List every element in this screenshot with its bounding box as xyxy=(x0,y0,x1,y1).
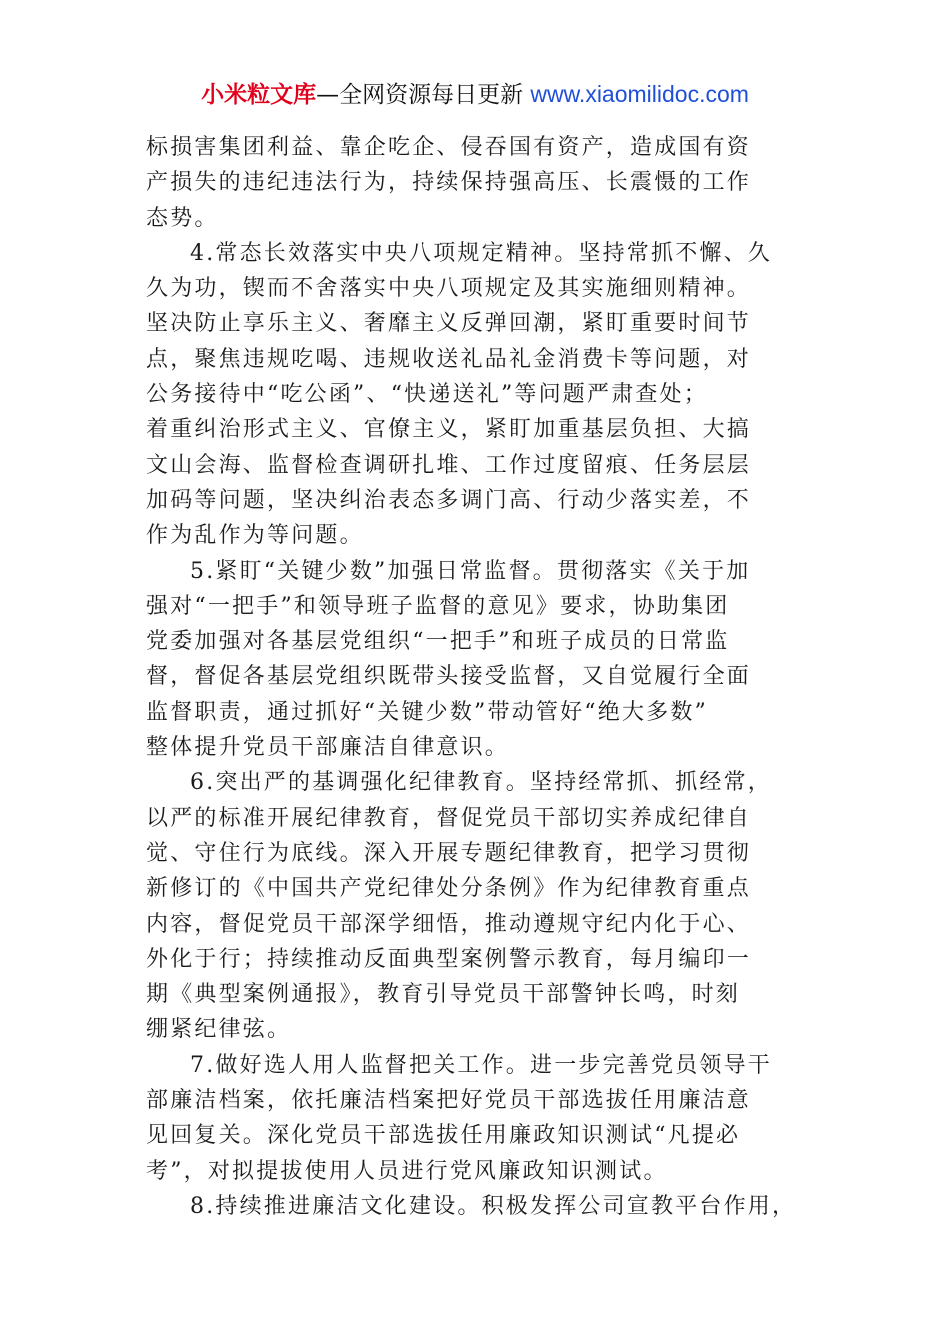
paragraph-heading-6: 6.突出严的基调强化纪律教育。坚持经常抓、抓经常， xyxy=(190,770,772,796)
text-line: 绷紧纪律弦。 xyxy=(146,1017,292,1043)
paragraph-heading-4: 4.常态长效落实中央八项规定精神。坚持常抓不懈、久 xyxy=(190,240,772,266)
text-line: 公务接待中“吃公函”、“快递送礼”等问题严肃查处； xyxy=(146,382,708,408)
text-line: 外化于行；持续推动反面典型案例警示教育，每月编印一 xyxy=(146,946,752,972)
text-line: 整体提升党员干部廉洁自律意识。 xyxy=(146,735,510,761)
watermark-header xyxy=(0,78,950,111)
brand-name: 小米粒文库 xyxy=(201,82,317,108)
text-line: 态势。 xyxy=(146,205,219,231)
text-line: 部廉洁档案，依托廉洁档案把好党员干部选拔任用廉洁意 xyxy=(146,1088,752,1114)
site-url[interactable]: www.xiaomilidoc.com xyxy=(530,81,749,107)
brand-slogan: —全网资源每日更新 xyxy=(316,82,524,108)
text-line: 内容，督促党员干部深学细悟，推动遵规守纪内化于心、 xyxy=(146,911,752,937)
text-line: 考”，对拟提拔使用人员进行党风廉政知识测试。 xyxy=(146,1158,668,1184)
text-line: 见回复关。深化党员干部选拔任用廉政知识测试“凡提必 xyxy=(146,1123,741,1149)
text-line: 期《典型案例通报》，教育引导党员干部警钟长鸣，时刻 xyxy=(146,982,741,1008)
text-line: 文山会海、监督检查调研扎堆、工作过度留痕、任务层层 xyxy=(146,452,752,478)
text-line: 以严的标准开展纪律教育，督促党员干部切实养成纪律自 xyxy=(146,805,752,831)
text-line: 监督职责，通过抓好“关键少数”带动管好“绝大多数” xyxy=(146,699,708,725)
text-line: 督，督促各基层党组织既带头接受监督，又自觉履行全面 xyxy=(146,664,752,690)
text-line: 点，聚焦违规吃喝、违规收送礼品礼金消费卡等问题，对 xyxy=(146,346,752,372)
text-line: 强对“一把手”和领导班子监督的意见》要求，协助集团 xyxy=(146,593,730,619)
text-line: 加码等问题，坚决纠治表态多调门高、行动少落实差，不 xyxy=(146,487,752,513)
text-line: 坚决防止享乐主义、奢靡主义反弹回潮，紧盯重要时间节 xyxy=(146,311,752,337)
text-line: 新修订的《中国共产党纪律处分条例》作为纪律教育重点 xyxy=(146,876,752,902)
paragraph-heading-7: 7.做好选人用人监督把关工作。进一步完善党员领导干 xyxy=(190,1052,772,1078)
document-body xyxy=(146,130,806,1224)
text-line: 标损害集团利益、靠企吃企、侵吞国有资产，造成国有资 xyxy=(146,135,752,160)
text-line: 党委加强对各基层党组织“一把手”和班子成员的日常监 xyxy=(146,629,730,655)
paragraph-heading-8: 8.持续推进廉洁文化建设。积极发挥公司宣教平台作用， xyxy=(190,1193,797,1219)
text-line: 觉、守住行为底线。深入开展专题纪律教育，把学习贯彻 xyxy=(146,840,752,866)
text-line: 久为功，锲而不舍落实中央八项规定及其实施细则精神。 xyxy=(146,276,752,302)
text-line: 着重纠治形式主义、官僚主义，紧盯加重基层负担、大搞 xyxy=(146,417,752,443)
paragraph-heading-5: 5.紧盯“关键少数”加强日常监督。贯彻落实《关于加 xyxy=(190,558,751,584)
text-line: 产损失的违纪违法行为，持续保持强高压、长震慑的工作 xyxy=(146,170,752,196)
text-line: 作为乱作为等问题。 xyxy=(146,523,364,549)
